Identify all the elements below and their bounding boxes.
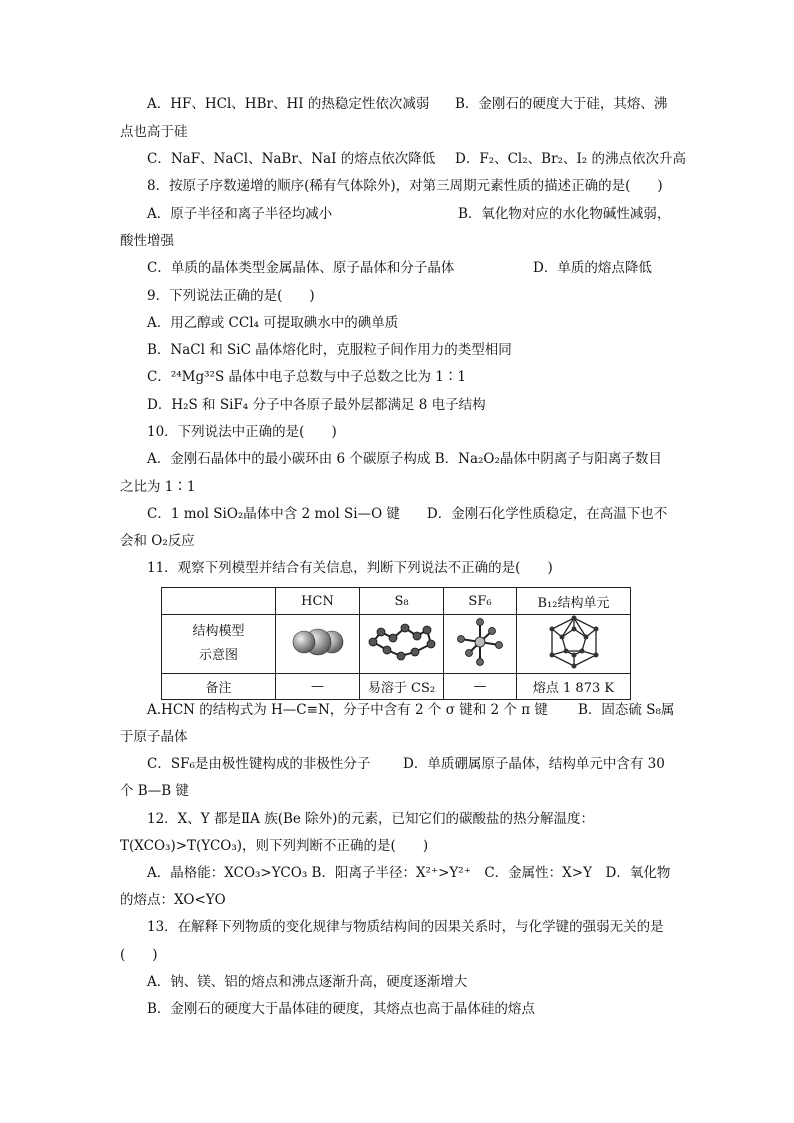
row-label-note: 备注 (162, 674, 276, 700)
q8-option-a: A．原子半径和离子半径均减小 (147, 206, 333, 222)
row-label-model-2: 示意图 (198, 648, 238, 663)
q11-option-c: C．SF₆是由极性键构成的非极性分子 (147, 756, 371, 772)
hcn-model-icon (288, 622, 348, 662)
q11-option-b-cont: 于原子晶体 (120, 729, 188, 745)
question-12: 12．X、Y 都是ⅡA 族(Be 除外)的元素，已知它们的碳酸盐的热分解温度： (147, 811, 594, 827)
q13-option-a: A．钠、镁、铝的熔点和沸点逐渐升高，硬度逐渐增大 (147, 974, 468, 990)
q10-option-a-cont: 之比为 1∶1 (120, 479, 196, 495)
sf6-model (444, 615, 517, 674)
q8-option-b-cont: 酸性增强 (120, 233, 174, 249)
q8-option-b: B．氧化物对应的水化物碱性减弱， (458, 206, 671, 222)
question-11: 11．观察下列模型并结合有关信息，判断下列说法不正确的是( ) (147, 560, 553, 576)
q8-option-c: C．单质的晶体类型金属晶体、原子晶体和分子晶体 (147, 260, 455, 276)
q8-option-d: D．单质的熔点降低 (533, 260, 652, 276)
option-a: A．HF、HCl、HBr、HI 的热稳定性依次减弱 (147, 96, 430, 112)
header-s8: S₈ (360, 588, 444, 615)
question-9: 9．下列说法正确的是( ) (147, 288, 315, 304)
option-b: B．金刚石的硬度大于硅，其熔、沸 (455, 96, 668, 112)
q13-option-b: B．金刚石的硬度大于晶体硅的硬度，其熔点也高于晶体硅的熔点 (147, 1001, 535, 1017)
q10-option-a: A．金刚石晶体中的最小碳环由 6 个碳原子构成 B．Na₂O₂晶体中阴离子与阳离子数目 (147, 451, 662, 467)
hcn-model (276, 615, 360, 674)
row-label-model (162, 615, 276, 674)
b12-icosahedron-icon (546, 615, 602, 669)
q11-option-a: A.HCN 的结构式为 H—C≡N，分子中含有 2 个 σ 键和 2 个 π 键 (147, 702, 548, 718)
q11-option-d-cont: 个 B—B 键 (120, 783, 189, 799)
question-13-cont: ( ) (120, 947, 158, 963)
s8-ring-icon (365, 620, 439, 664)
q10-option-c-cont: 会和 O₂反应 (120, 533, 195, 549)
note-s8: 易溶于 CS₂ (360, 674, 444, 700)
q12-options: A．晶格能：XCO₃>YCO₃ B．阳离子半径：X²⁺>Y²⁺ C．金属性：X>Y D．氧化物 (147, 865, 671, 881)
s8-model (360, 615, 444, 674)
b12-model (517, 615, 631, 674)
table-corner (162, 588, 276, 615)
q9-option-b: B．NaCl 和 SiC 晶体熔化时，克服粒子间作用力的类型相同 (147, 342, 512, 358)
question-10: 10．下列说法中正确的是( ) (147, 424, 337, 440)
q9-option-c: C．²⁴Mg³²S 晶体中电子总数与中子总数之比为 1∶1 (147, 369, 466, 385)
header-b12: B₁₂结构单元 (517, 588, 631, 615)
q10-option-c: C．1 mol SiO₂晶体中含 2 mol Si—O 键 D．金刚石化学性质稳定，在高温下也不 (147, 506, 668, 522)
q9-option-d: D．H₂S 和 SiF₄ 分子中各原子最外层都满足 8 电子结构 (147, 397, 486, 413)
option-c: C．NaF、NaCl、NaBr、NaI 的熔点依次降低 (147, 151, 436, 167)
question-12-cont: T(XCO₃)>T(YCO₃)，则下列判断不正确的是( ) (120, 838, 429, 854)
question-13: 13．在解释下列物质的变化规律与物质结构间的因果关系时，与化学键的强弱无关的是 (147, 919, 664, 935)
header-hcn: HCN (276, 588, 360, 615)
note-sf6: — (444, 674, 517, 700)
option-d: D．F₂、Cl₂、Br₂、I₂ 的沸点依次升高 (455, 151, 686, 167)
structure-table (161, 587, 631, 700)
q11-option-d: D．单质硼属原子晶体，结构单元中含有 30 (403, 756, 665, 772)
sf6-octahedron-icon (455, 617, 505, 667)
header-sf6: SF₆ (444, 588, 517, 615)
q12-options-cont: 的熔点：XO<YO (120, 892, 226, 908)
q11-option-b: B．固态硫 S₈属 (578, 702, 675, 718)
question-8: 8．按原子序数递增的顺序(稀有气体除外)，对第三周期元素性质的描述正确的是( ) (147, 178, 663, 194)
q9-option-a: A．用乙醇或 CCl₄ 可提取碘水中的碘单质 (147, 315, 399, 331)
note-hcn: — (276, 674, 360, 700)
option-b-cont: 点也高于硅 (120, 124, 188, 140)
row-label-model-1: 结构模型 (192, 624, 245, 639)
note-b12: 熔点 1 873 K (517, 674, 631, 700)
